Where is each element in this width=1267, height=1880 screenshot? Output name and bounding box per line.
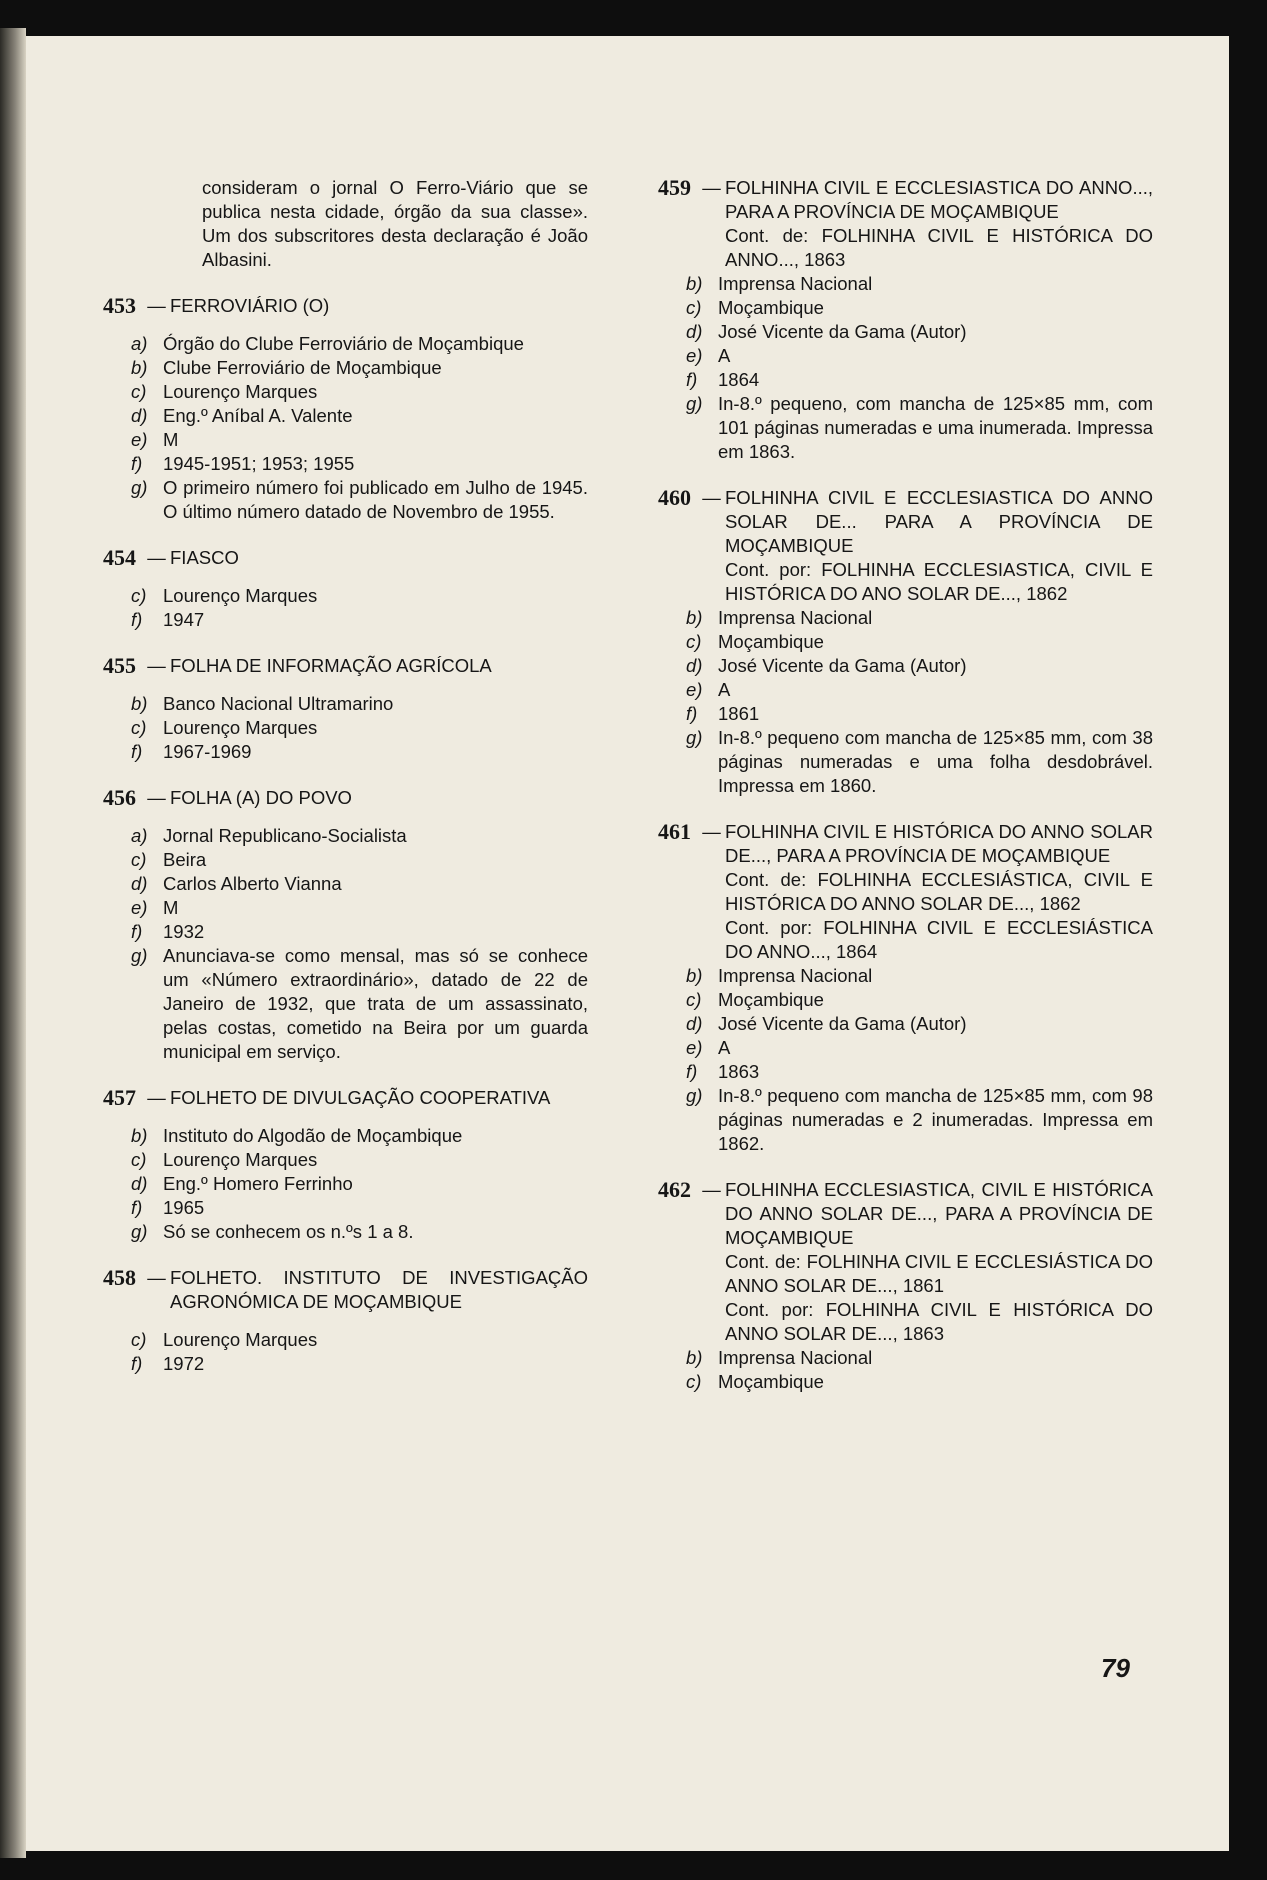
field-value: Moçambique — [718, 1371, 824, 1392]
field-letter: c) — [131, 1329, 147, 1350]
field-list — [658, 272, 1153, 464]
catalog-entry — [658, 820, 1153, 1156]
field-row — [686, 964, 1153, 988]
left-column — [103, 176, 588, 1398]
field-value: Lourenço Marques — [163, 1149, 318, 1170]
field-row — [686, 654, 1153, 678]
field-value: Clube Ferroviário de Moçambique — [163, 357, 442, 378]
field-value: 1864 — [718, 369, 760, 390]
entry-heading — [103, 1266, 588, 1314]
field-row — [686, 988, 1153, 1012]
entry-title: FOLHINHA CIVIL E HISTÓRICA DO ANNO SOLAR DE..., PARA A PROVÍNCIA DE MOÇAMBIQUE — [725, 821, 1153, 866]
field-value: Moçambique — [718, 631, 824, 652]
field-row — [686, 272, 1153, 296]
field-list — [103, 692, 588, 764]
field-letter: b) — [686, 607, 703, 628]
field-letter: d) — [686, 1013, 703, 1034]
field-value: Anunciava-se como mensal, mas só se conhece um «Número extraordinário», datado de 22 de Janeiro de 1932, que trata de um assassinato, pelas costas, cometido na Beira por um guarda municipal em serviço. — [163, 945, 588, 1062]
field-row — [131, 476, 588, 524]
field-letter: f) — [686, 369, 698, 390]
field-letter: b) — [131, 1125, 148, 1146]
entry-number: 455 — [103, 653, 136, 678]
field-row — [131, 1196, 588, 1220]
field-row — [131, 332, 588, 356]
field-letter: d) — [686, 655, 703, 676]
field-letter: d) — [131, 1173, 148, 1194]
field-row — [131, 1124, 588, 1148]
field-letter: c) — [686, 1371, 702, 1392]
field-value: Lourenço Marques — [163, 381, 318, 402]
entry-title: FOLHETO DE DIVULGAÇÃO COOPERATIVA — [170, 1087, 551, 1108]
dash-separator: — — [147, 1087, 166, 1108]
field-value: Eng.º Homero Ferrinho — [163, 1173, 353, 1194]
field-value: Lourenço Marques — [163, 1329, 318, 1350]
field-row — [131, 920, 588, 944]
entry-heading — [103, 1086, 588, 1110]
field-row — [686, 1346, 1153, 1370]
entry-title: FOLHINHA ECCLESIASTICA, CIVIL E HISTÓRICA DO ANNO SOLAR DE..., PARA A PROVÍNCIA DE MOÇAMBIQUE — [725, 1179, 1153, 1248]
field-letter: d) — [131, 873, 148, 894]
dash-separator: — — [147, 1267, 166, 1288]
field-row — [686, 630, 1153, 654]
entry-number: 460 — [658, 485, 691, 510]
field-row — [131, 944, 588, 1064]
right-column — [658, 176, 1153, 1416]
page-number: 79 — [1101, 1653, 1130, 1683]
field-value: José Vicente da Gama (Autor) — [718, 1013, 967, 1034]
field-letter: e) — [686, 1037, 703, 1058]
field-value: A — [718, 679, 731, 700]
field-value: Jornal Republicano-Socialista — [163, 825, 407, 846]
field-row — [131, 1352, 588, 1376]
field-letter: b) — [686, 965, 703, 986]
field-value: 1965 — [163, 1197, 205, 1218]
dash-separator: — — [147, 295, 166, 316]
entry-number: 462 — [658, 1177, 691, 1202]
book-page — [26, 36, 1229, 1851]
entry-title: FOLHETO. INSTITUTO DE INVESTIGAÇÃO AGRONÓMICA DE MOÇAMBIQUE — [170, 1267, 588, 1312]
entry-heading — [103, 786, 588, 810]
field-value: Imprensa Nacional — [718, 607, 873, 628]
field-row — [686, 678, 1153, 702]
dash-separator: — — [702, 1179, 721, 1200]
field-list — [103, 824, 588, 1064]
field-letter: c) — [131, 849, 147, 870]
field-value: 1945-1951; 1953; 1955 — [163, 453, 355, 474]
catalog-entry — [103, 546, 588, 632]
field-row — [686, 344, 1153, 368]
field-letter: f) — [686, 703, 698, 724]
field-row — [131, 872, 588, 896]
field-row — [686, 1370, 1153, 1394]
continuation-note: Cont. por: FOLHINHA CIVIL E HISTÓRICA DO ANNO SOLAR DE..., 1863 — [725, 1299, 1153, 1344]
field-row — [131, 608, 588, 632]
field-row — [686, 1012, 1153, 1036]
entry-number: 457 — [103, 1085, 136, 1110]
catalog-entry — [103, 294, 588, 524]
field-row — [686, 702, 1153, 726]
field-value: 1863 — [718, 1061, 760, 1082]
field-letter: c) — [131, 381, 147, 402]
field-value: Lourenço Marques — [163, 585, 318, 606]
field-letter: f) — [131, 741, 143, 762]
field-letter: e) — [131, 429, 148, 450]
field-value: 1947 — [163, 609, 205, 630]
field-letter: d) — [686, 321, 703, 342]
field-letter: g) — [131, 945, 148, 966]
field-value: A — [718, 1037, 731, 1058]
field-value: José Vicente da Gama (Autor) — [718, 655, 967, 676]
continuation-note: Cont. de: FOLHINHA CIVIL E HISTÓRICA DO ANNO..., 1863 — [725, 225, 1153, 270]
field-letter: e) — [686, 679, 703, 700]
field-row — [131, 716, 588, 740]
field-list — [658, 1346, 1153, 1394]
field-value: Moçambique — [718, 989, 824, 1010]
field-value: 1967-1969 — [163, 741, 252, 762]
entry-heading — [658, 486, 1153, 558]
entry-number: 461 — [658, 819, 691, 844]
dash-separator: — — [147, 547, 166, 568]
field-value: Moçambique — [718, 297, 824, 318]
field-row — [686, 726, 1153, 798]
continuation-paragraph — [103, 176, 588, 272]
field-row — [686, 296, 1153, 320]
dash-separator: — — [702, 177, 721, 198]
field-row — [131, 584, 588, 608]
field-value: M — [163, 897, 179, 918]
catalog-entry — [103, 654, 588, 764]
field-row — [131, 452, 588, 476]
dash-separator: — — [702, 821, 721, 842]
field-value: Só se conhecem os n.ºs 1 a 8. — [163, 1221, 414, 1242]
field-letter: c) — [686, 989, 702, 1010]
field-letter: b) — [131, 357, 148, 378]
entry-number: 453 — [103, 293, 136, 318]
field-value: Imprensa Nacional — [718, 965, 873, 986]
field-row — [686, 392, 1153, 464]
field-letter: f) — [131, 921, 143, 942]
entry-heading — [658, 820, 1153, 868]
field-letter: g) — [686, 393, 703, 414]
field-value: Lourenço Marques — [163, 717, 318, 738]
field-row — [131, 1220, 588, 1244]
field-letter: f) — [131, 609, 143, 630]
entry-title: FOLHINHA CIVIL E ECCLESIASTICA DO ANNO..., PARA A PROVÍNCIA DE MOÇAMBIQUE — [725, 177, 1153, 222]
field-letter: g) — [131, 477, 148, 498]
field-value: 1932 — [163, 921, 205, 942]
field-value: Beira — [163, 849, 207, 870]
field-letter: f) — [131, 1197, 143, 1218]
field-row — [131, 1328, 588, 1352]
entry-number: 458 — [103, 1265, 136, 1290]
field-row — [686, 320, 1153, 344]
catalog-entry — [658, 486, 1153, 798]
field-row — [686, 1036, 1153, 1060]
continuation-note: Cont. de: FOLHINHA ECCLESIÁSTICA, CIVIL E HISTÓRICA DO ANNO SOLAR DE..., 1862 — [725, 869, 1153, 914]
catalog-entry — [103, 786, 588, 1064]
entry-number: 454 — [103, 545, 136, 570]
field-row — [686, 606, 1153, 630]
field-value: Instituto do Algodão de Moçambique — [163, 1125, 463, 1146]
field-list — [103, 584, 588, 632]
field-value: Eng.º Aníbal A. Valente — [163, 405, 353, 426]
field-row — [131, 740, 588, 764]
field-value: Imprensa Nacional — [718, 1347, 873, 1368]
field-row — [686, 1060, 1153, 1084]
entry-number: 459 — [658, 175, 691, 200]
field-letter: a) — [131, 825, 148, 846]
field-list — [103, 1124, 588, 1244]
entry-title: FIASCO — [170, 547, 239, 568]
field-value: 1972 — [163, 1353, 205, 1374]
field-list — [658, 964, 1153, 1156]
dash-separator: — — [147, 787, 166, 808]
field-value: In-8.º pequeno com mancha de 125×85 mm, com 38 páginas numeradas e uma folha desdobrável. Impressa em 1860. — [718, 727, 1153, 796]
field-row — [686, 1084, 1153, 1156]
field-value: Imprensa Nacional — [718, 273, 873, 294]
field-letter: c) — [686, 631, 702, 652]
field-letter: b) — [686, 1347, 703, 1368]
field-letter: g) — [686, 1085, 703, 1106]
field-letter: g) — [131, 1221, 148, 1242]
field-letter: f) — [686, 1061, 698, 1082]
entry-heading — [658, 1178, 1153, 1250]
field-row — [131, 428, 588, 452]
entry-title: FERROVIÁRIO (O) — [170, 295, 330, 316]
field-row — [131, 356, 588, 380]
field-value: O primeiro número foi publicado em Julho de 1945. O último número datado de Novembro de 1955. — [163, 477, 588, 522]
field-list — [103, 1328, 588, 1376]
field-value: Órgão do Clube Ferroviário de Moçambique — [163, 333, 524, 354]
field-letter: b) — [686, 273, 703, 294]
field-row — [131, 848, 588, 872]
field-row — [131, 896, 588, 920]
paragraph-text: consideram o jornal O Ferro-Viário que se publica nesta cidade, órgão da sua classe». Um dos subscritores desta declaração é João Albasini. — [202, 177, 588, 270]
field-letter: a) — [131, 333, 148, 354]
field-row — [686, 368, 1153, 392]
entry-heading — [658, 176, 1153, 224]
field-value: Banco Nacional Ultramarino — [163, 693, 394, 714]
entry-title: FOLHINHA CIVIL E ECCLESIASTICA DO ANNO SOLAR DE... PARA A PROVÍNCIA DE MOÇAMBIQUE — [725, 487, 1153, 556]
field-value: Carlos Alberto Vianna — [163, 873, 342, 894]
field-value: José Vicente da Gama (Autor) — [718, 321, 967, 342]
field-letter: c) — [131, 1149, 147, 1170]
dash-separator: — — [147, 655, 166, 676]
field-letter: f) — [131, 1353, 143, 1374]
entry-title: FOLHA DE INFORMAÇÃO AGRÍCOLA — [170, 655, 492, 676]
continuation-note: Cont. de: FOLHINHA CIVIL E ECCLESIÁSTICA DO ANNO SOLAR DE..., 1861 — [725, 1251, 1153, 1296]
field-letter: c) — [131, 717, 147, 738]
field-row — [131, 1172, 588, 1196]
field-letter: f) — [131, 453, 143, 474]
field-letter: c) — [131, 585, 147, 606]
book-spine-shadow — [0, 28, 26, 1858]
field-value: 1861 — [718, 703, 760, 724]
field-letter: c) — [686, 297, 702, 318]
field-letter: e) — [131, 897, 148, 918]
field-row — [131, 692, 588, 716]
entry-heading — [103, 294, 588, 318]
entry-heading — [103, 546, 588, 570]
catalog-entry — [658, 176, 1153, 464]
field-letter: e) — [686, 345, 703, 366]
field-row — [131, 1148, 588, 1172]
entry-heading — [103, 654, 588, 678]
field-list — [103, 332, 588, 524]
field-value: A — [718, 345, 731, 366]
field-letter: b) — [131, 693, 148, 714]
field-list — [658, 606, 1153, 798]
entry-number: 456 — [103, 785, 136, 810]
dash-separator: — — [702, 487, 721, 508]
field-letter: d) — [131, 405, 148, 426]
field-value: In-8.º pequeno com mancha de 125×85 mm, com 98 páginas numeradas e 2 inumeradas. Impressa em 1862. — [718, 1085, 1153, 1154]
continuation-note: Cont. por: FOLHINHA ECCLESIASTICA, CIVIL E HISTÓRICA DO ANO SOLAR DE..., 1862 — [725, 559, 1153, 604]
field-row — [131, 404, 588, 428]
field-value: M — [163, 429, 179, 450]
catalog-entry — [103, 1266, 588, 1376]
catalog-entry — [658, 1178, 1153, 1394]
field-row — [131, 380, 588, 404]
entry-title: FOLHA (A) DO POVO — [170, 787, 352, 808]
catalog-entry — [103, 1086, 588, 1244]
field-row — [131, 824, 588, 848]
continuation-note: Cont. por: FOLHINHA CIVIL E ECCLESIÁSTICA DO ANNO..., 1864 — [725, 917, 1153, 962]
field-letter: g) — [686, 727, 703, 748]
field-value: In-8.º pequeno, com mancha de 125×85 mm, com 101 páginas numeradas e uma inumerada. Impressa em 1863. — [718, 393, 1153, 462]
